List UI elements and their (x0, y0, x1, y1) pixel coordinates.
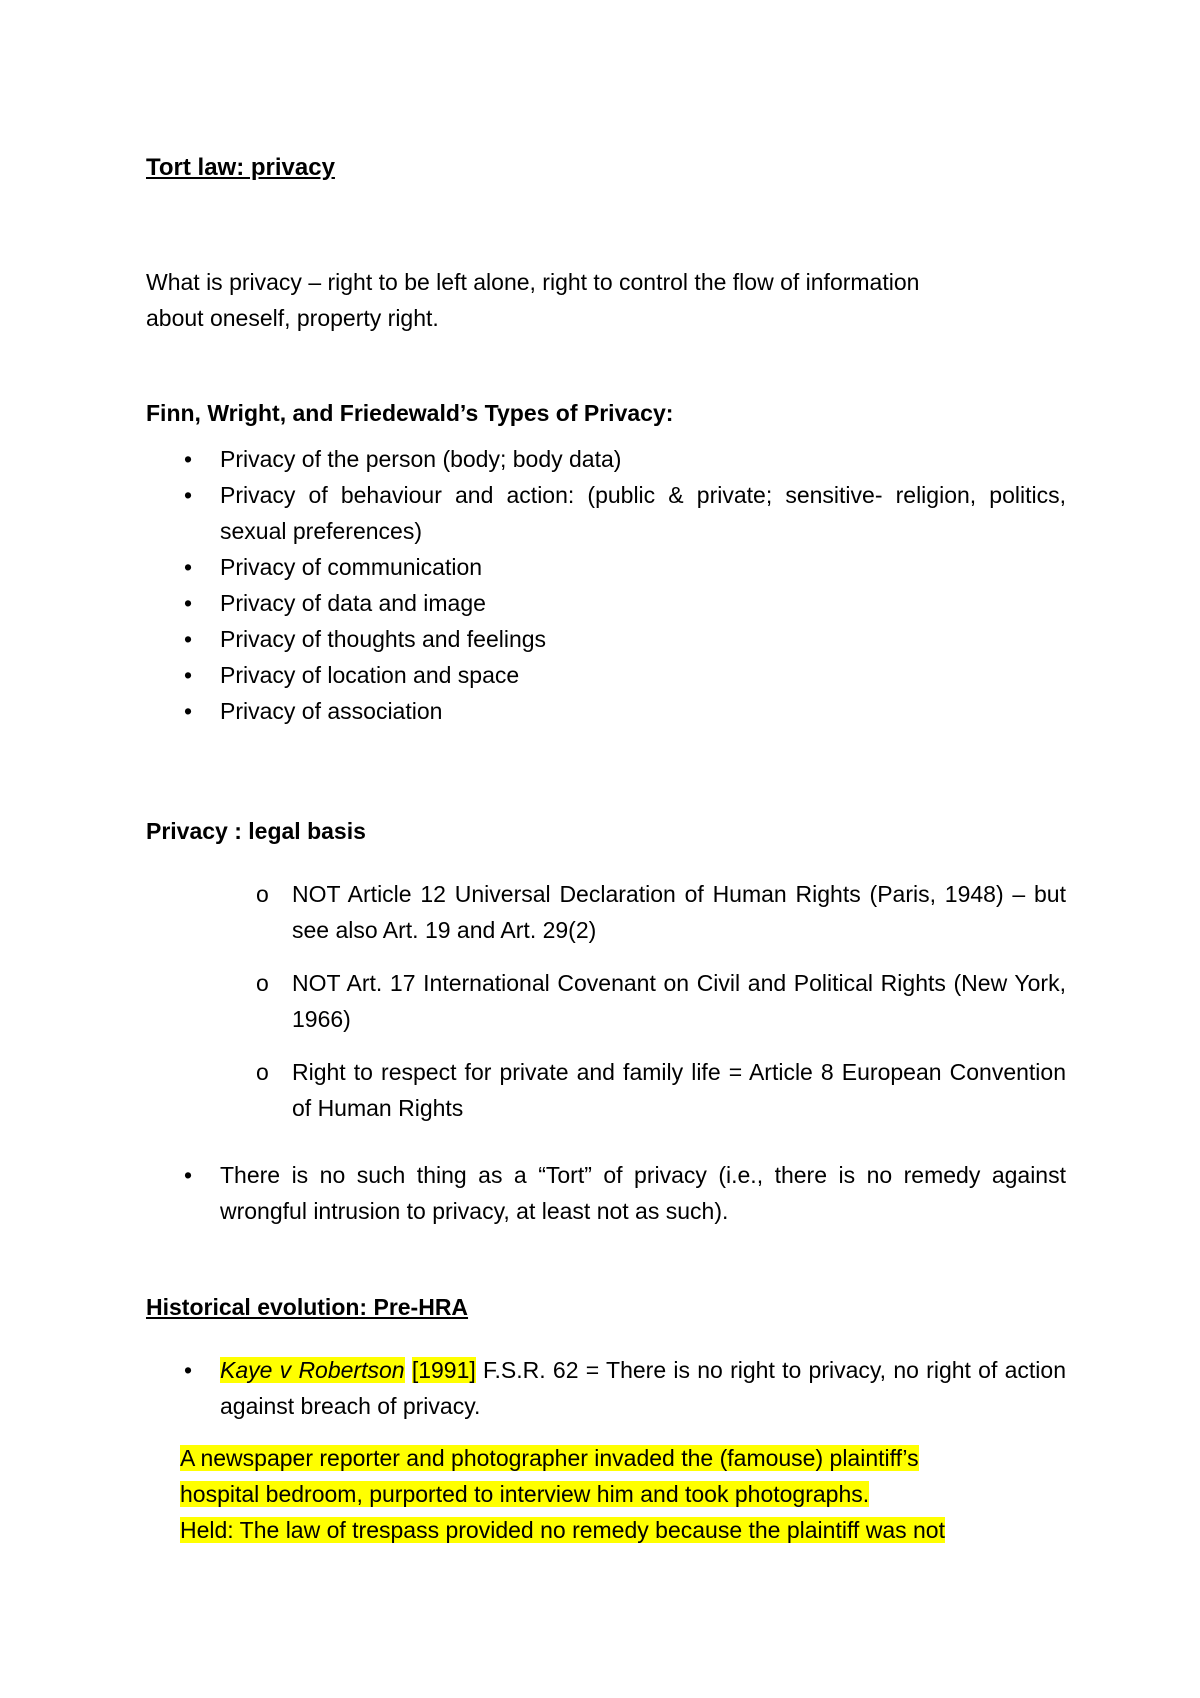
types-heading: Finn, Wright, and Friedewald’s Types of Privacy: (146, 400, 674, 426)
case-note-line: hospital bedroom, purported to interview him and took photographs. (180, 1481, 870, 1507)
list-item (146, 1352, 1066, 1424)
page-title: Tort law: privacy (146, 154, 335, 181)
types-list (146, 441, 1066, 729)
intro-line-2: about oneself, property right. (146, 305, 439, 331)
list-item: • There is no such thing as a “Tort” of privacy (i.e., there is no remedy against wrongful intrusion to privacy, at least not as such). (146, 1157, 1066, 1229)
case-note-line: A newspaper reporter and photographer invaded the (famouse) plaintiff’s (180, 1445, 919, 1471)
case-note-line: Held: The law of trespass provided no remedy because the plaintiff was not (180, 1517, 945, 1543)
bullet-icon: • (184, 662, 193, 688)
list-item: • Privacy of communication (146, 549, 1066, 585)
list-item: • Privacy of the person (body; body data) (146, 441, 1066, 477)
bullet-icon: • (184, 554, 193, 580)
list-item: o Right to respect for private and family life = Article 8 European Convention of Human Rights (146, 1054, 1066, 1126)
bullet-icon: • (184, 590, 193, 616)
history-heading: Historical evolution: Pre-HRA (146, 1294, 469, 1320)
case-name: Kaye v Robertson (220, 1357, 405, 1383)
legal-heading: Privacy : legal basis (146, 818, 366, 844)
history-list (146, 1352, 1066, 1424)
case-citation: F.S.R. 62 = There is no right to privacy, no right of action against breach of privacy. (220, 1357, 1066, 1419)
list-item: o NOT Art. 17 International Covenant on Civil and Political Rights (New York, 1966) (146, 965, 1066, 1037)
list-item: o NOT Article 12 Universal Declaration of Human Rights (Paris, 1948) – but see also Art. 19 and Art. 29(2) (146, 876, 1066, 948)
circle-bullet-icon: o (256, 1059, 269, 1085)
circle-bullet-icon: o (256, 970, 269, 996)
case-note (180, 1440, 1080, 1548)
legal-sublist (146, 876, 1066, 1143)
list-item: • Privacy of location and space (146, 657, 1066, 693)
bullet-icon: • (184, 482, 193, 508)
list-item: • Privacy of thoughts and feelings (146, 621, 1066, 657)
bullet-icon: • (184, 446, 193, 472)
bullet-icon: • (184, 1357, 193, 1383)
circle-bullet-icon: o (256, 881, 269, 907)
legal-bullet-list (146, 1157, 1066, 1229)
bullet-icon: • (184, 626, 193, 652)
list-item: • Privacy of behaviour and action: (public & private; sensitive- religion, politics, sexual preferences) (146, 477, 1066, 549)
bullet-icon: • (184, 1162, 193, 1188)
intro-paragraph (146, 264, 1076, 336)
intro-line-1: What is privacy – right to be left alone, right to control the flow of information (146, 269, 920, 295)
list-item: • Privacy of association (146, 693, 1066, 729)
list-item: • Privacy of data and image (146, 585, 1066, 621)
case-year: [1991] (411, 1357, 476, 1383)
bullet-icon: • (184, 698, 193, 724)
